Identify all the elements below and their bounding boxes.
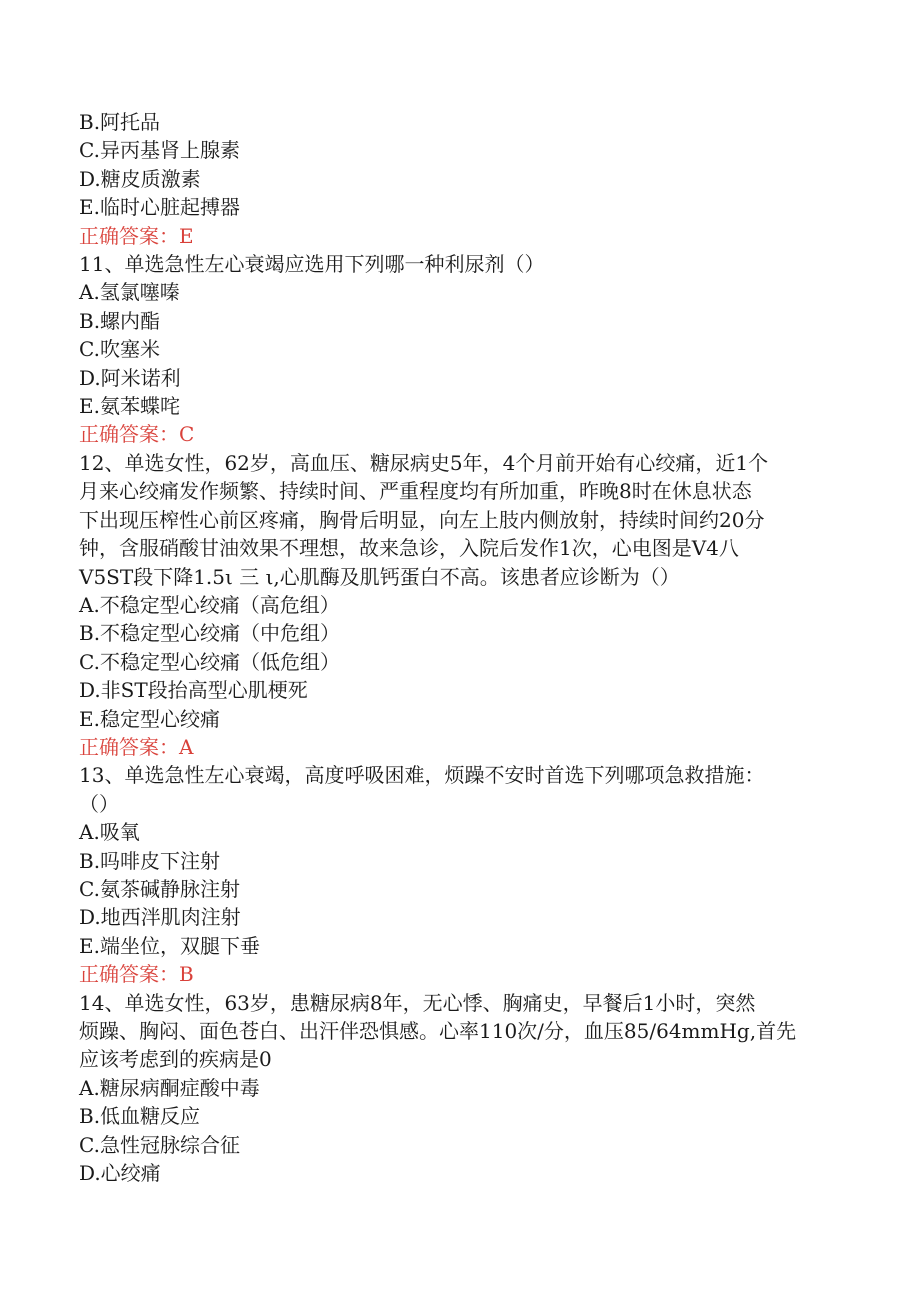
option-a: A.氢氯噻嗪 [79, 280, 180, 305]
correct-answer: 正确答案：B [79, 962, 194, 987]
question-stem-line: 下出现压榨性心前区疼痛，胸骨后明显，向左上肢内侧放射，持续时间约20分 [79, 507, 765, 532]
option-d: D.心绞痛 [79, 1161, 161, 1186]
option-e: E.临时心脏起搏器 [79, 195, 240, 220]
option-a: A.吸氧 [79, 820, 140, 845]
option-b: B.不稳定型心绞痛（中危组） [79, 621, 341, 646]
question-stem-line: V5ST段下降1.5ι 三 ι,心肌酶及肌钙蛋白不高。该患者应诊断为（） [79, 564, 680, 589]
question-block-12 [79, 449, 839, 761]
correct-answer: 正确答案：A [79, 734, 194, 759]
option-d: D.地西泮肌肉注射 [79, 905, 241, 930]
correct-answer: 正确答案：E [79, 223, 194, 248]
option-c: C.不稳定型心绞痛（低危组） [79, 649, 340, 674]
option-b: B.螺内酯 [79, 308, 161, 333]
question-stem-line: 13、单选急性左心衰竭，高度呼吸困难，烦躁不安时首选下列哪项急救措施： [79, 763, 765, 788]
option-b: B.吗啡皮下注射 [79, 848, 221, 873]
question-stem-line: 14、单选女性，63岁，患糖尿病8年，无心悸、胸痛史，早餐后1小时，突然 [79, 990, 756, 1015]
question-stem-line: 12、单选女性，62岁，高血压、糖尿病史5年，4个月前开始有心绞痛，近1个 [79, 450, 769, 475]
question-block-14 [79, 989, 839, 1188]
option-c: C.吹塞米 [79, 337, 160, 362]
option-c: C.氨茶碱静脉注射 [79, 876, 240, 901]
question-stem-line: 烦躁、胸闷、面色苍白、出汗伴恐惧感。心率110次/分，血压85/64mmHg,首先 [79, 1019, 797, 1043]
question-stem-line: 钟，含服硝酸甘油效果不理想，故来急诊，入院后发作1次，心电图是V4八 [79, 536, 739, 561]
option-e: E.稳定型心绞痛 [79, 706, 220, 731]
option-a: A.糖尿病酮症酸中毒 [79, 1075, 260, 1100]
question-stem: 11、单选急性左心衰竭应选用下列哪一种利尿剂（） [79, 252, 545, 277]
correct-answer: 正确答案：C [79, 422, 195, 447]
option-d: D.非ST段抬高型心肌梗死 [79, 678, 308, 703]
question-block-13 [79, 761, 839, 988]
option-c: C.急性冠脉综合征 [79, 1132, 240, 1157]
question-block-11 [79, 250, 839, 449]
option-e: E.端坐位，双腿下垂 [79, 933, 260, 958]
option-d: D.阿米诺利 [79, 365, 181, 390]
question-stem-line: 月来心绞痛发作频繁、持续时间、严重程度均有所加重，昨晚8时在休息状态 [79, 479, 752, 504]
option-d: D.糖皮质激素 [79, 166, 201, 191]
question-stem-line: 应该考虑到的疾病是0 [79, 1047, 272, 1072]
option-a: A.不稳定型心绞痛（高危组） [79, 592, 340, 617]
option-c: C.异丙基肾上腺素 [79, 138, 240, 163]
option-b: B.低血糖反应 [79, 1104, 201, 1129]
question-block-prev [79, 108, 839, 250]
option-e: E.氨苯蝶咤 [79, 394, 180, 419]
document-page [79, 108, 839, 1187]
question-stem-line: （） [79, 791, 119, 816]
option-b: B.阿托品 [79, 110, 161, 134]
